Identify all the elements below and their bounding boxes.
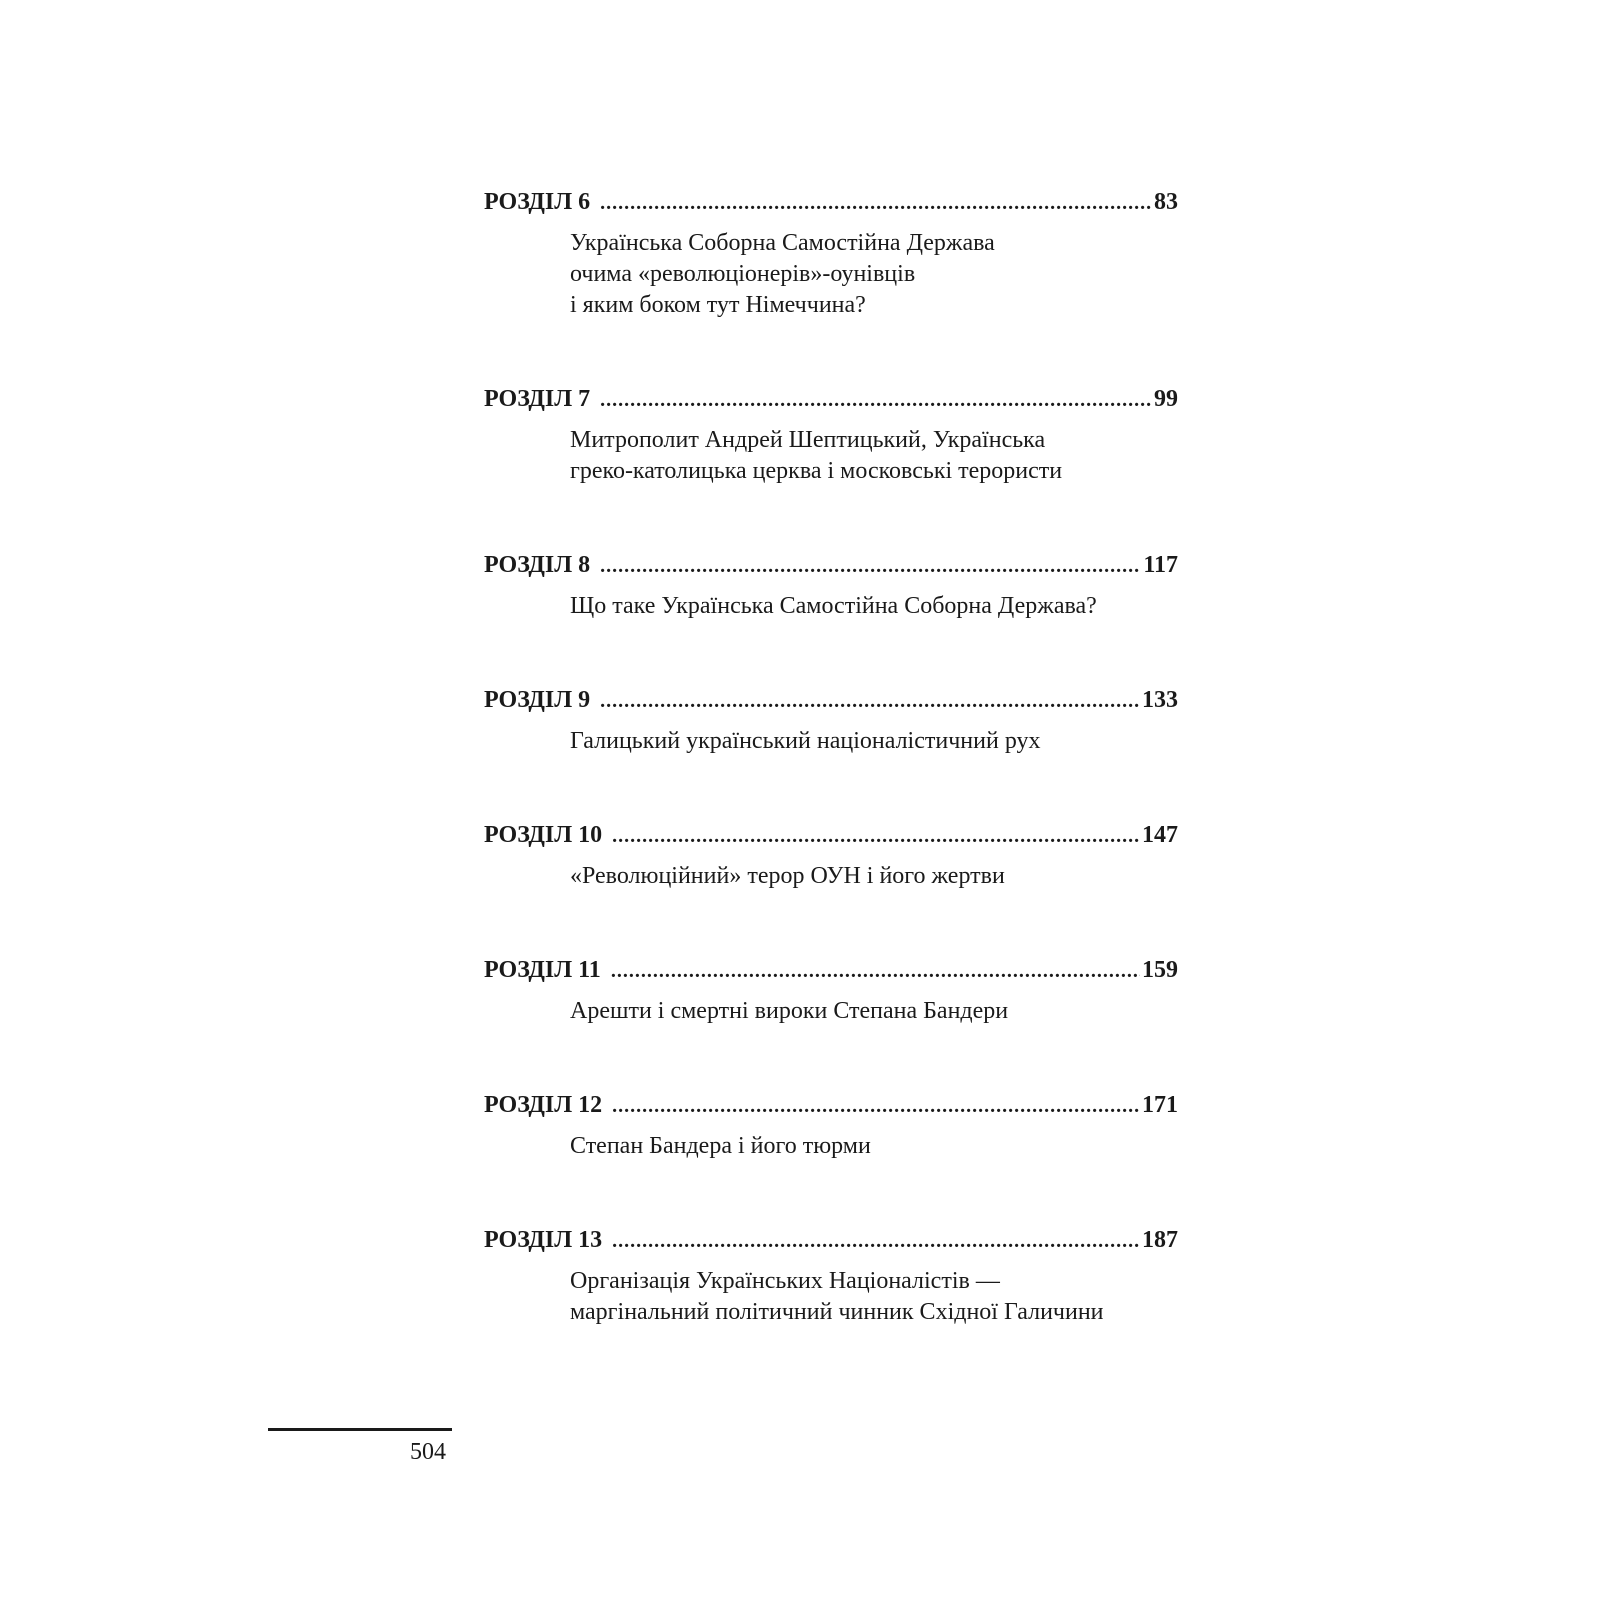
chapter-label: РОЗДІЛ 13 — [484, 1227, 603, 1253]
toc-entry-heading — [484, 819, 1178, 851]
chapter-title: Арешти і смертні вироки Степана Бандери — [570, 998, 1009, 1024]
dot-leader — [600, 384, 1152, 416]
dot-leader — [611, 955, 1140, 987]
toc-entry-heading — [484, 186, 1178, 218]
toc-entry-chapter-7[interactable] — [484, 383, 1178, 487]
toc-entry-chapter-10[interactable] — [484, 819, 1178, 892]
chapter-label: РОЗДІЛ 12 — [484, 1092, 603, 1118]
page-number: 504 — [410, 1439, 446, 1465]
chapter-label: РОЗДІЛ 6 — [484, 189, 591, 215]
chapter-label: РОЗДІЛ 11 — [484, 957, 601, 983]
dot-leader — [600, 187, 1152, 219]
footer-rule — [268, 1428, 452, 1431]
chapter-page-number: 99 — [1154, 386, 1178, 412]
toc-entry-chapter-13[interactable] — [484, 1224, 1178, 1328]
chapter-page-number: 147 — [1142, 822, 1178, 848]
chapter-title: Українська Соборна Самостійна Держава очима «революціонерів»-оунівців і яким боком тут Німеччина? — [570, 230, 995, 318]
table-of-contents — [484, 186, 1178, 1390]
dot-leader — [612, 1225, 1140, 1257]
chapter-page-number: 171 — [1142, 1092, 1178, 1118]
chapter-label: РОЗДІЛ 7 — [484, 386, 591, 412]
dot-leader — [612, 820, 1140, 852]
chapter-label: РОЗДІЛ 10 — [484, 822, 603, 848]
toc-entry-heading — [484, 1089, 1178, 1121]
toc-entry-heading — [484, 1224, 1178, 1256]
chapter-page-number: 159 — [1142, 957, 1178, 983]
chapter-title: «Революційний» терор ОУН і його жертви — [570, 863, 1005, 889]
chapter-title: Що таке Українська Самостійна Соборна Держава? — [570, 593, 1097, 619]
chapter-title: Організація Українських Націоналістів — маргінальний політичний чинник Східної Галичини — [570, 1268, 1104, 1325]
toc-entry-chapter-12[interactable] — [484, 1089, 1178, 1162]
chapter-label: РОЗДІЛ 8 — [484, 552, 591, 578]
dot-leader — [612, 1090, 1140, 1122]
toc-entry-heading — [484, 383, 1178, 415]
chapter-page-number: 187 — [1142, 1227, 1178, 1253]
dot-leader — [600, 550, 1141, 582]
toc-entry-heading — [484, 684, 1178, 716]
toc-entry-chapter-9[interactable] — [484, 684, 1178, 757]
toc-entry-chapter-8[interactable] — [484, 549, 1178, 622]
chapter-page-number: 133 — [1142, 687, 1178, 713]
dot-leader — [600, 685, 1140, 717]
toc-entry-heading — [484, 549, 1178, 581]
chapter-title: Митрополит Андрей Шептицький, Українська греко-католицька церква і московські терористи — [570, 427, 1063, 484]
toc-entry-chapter-11[interactable] — [484, 954, 1178, 1027]
toc-entry-heading — [484, 954, 1178, 986]
chapter-label: РОЗДІЛ 9 — [484, 687, 591, 713]
chapter-page-number: 83 — [1154, 189, 1178, 215]
chapter-title: Галицький український націоналістичний рух — [570, 728, 1041, 754]
chapter-title: Степан Бандера і його тюрми — [570, 1133, 871, 1159]
toc-entry-chapter-6[interactable] — [484, 186, 1178, 321]
chapter-page-number: 117 — [1143, 552, 1178, 578]
